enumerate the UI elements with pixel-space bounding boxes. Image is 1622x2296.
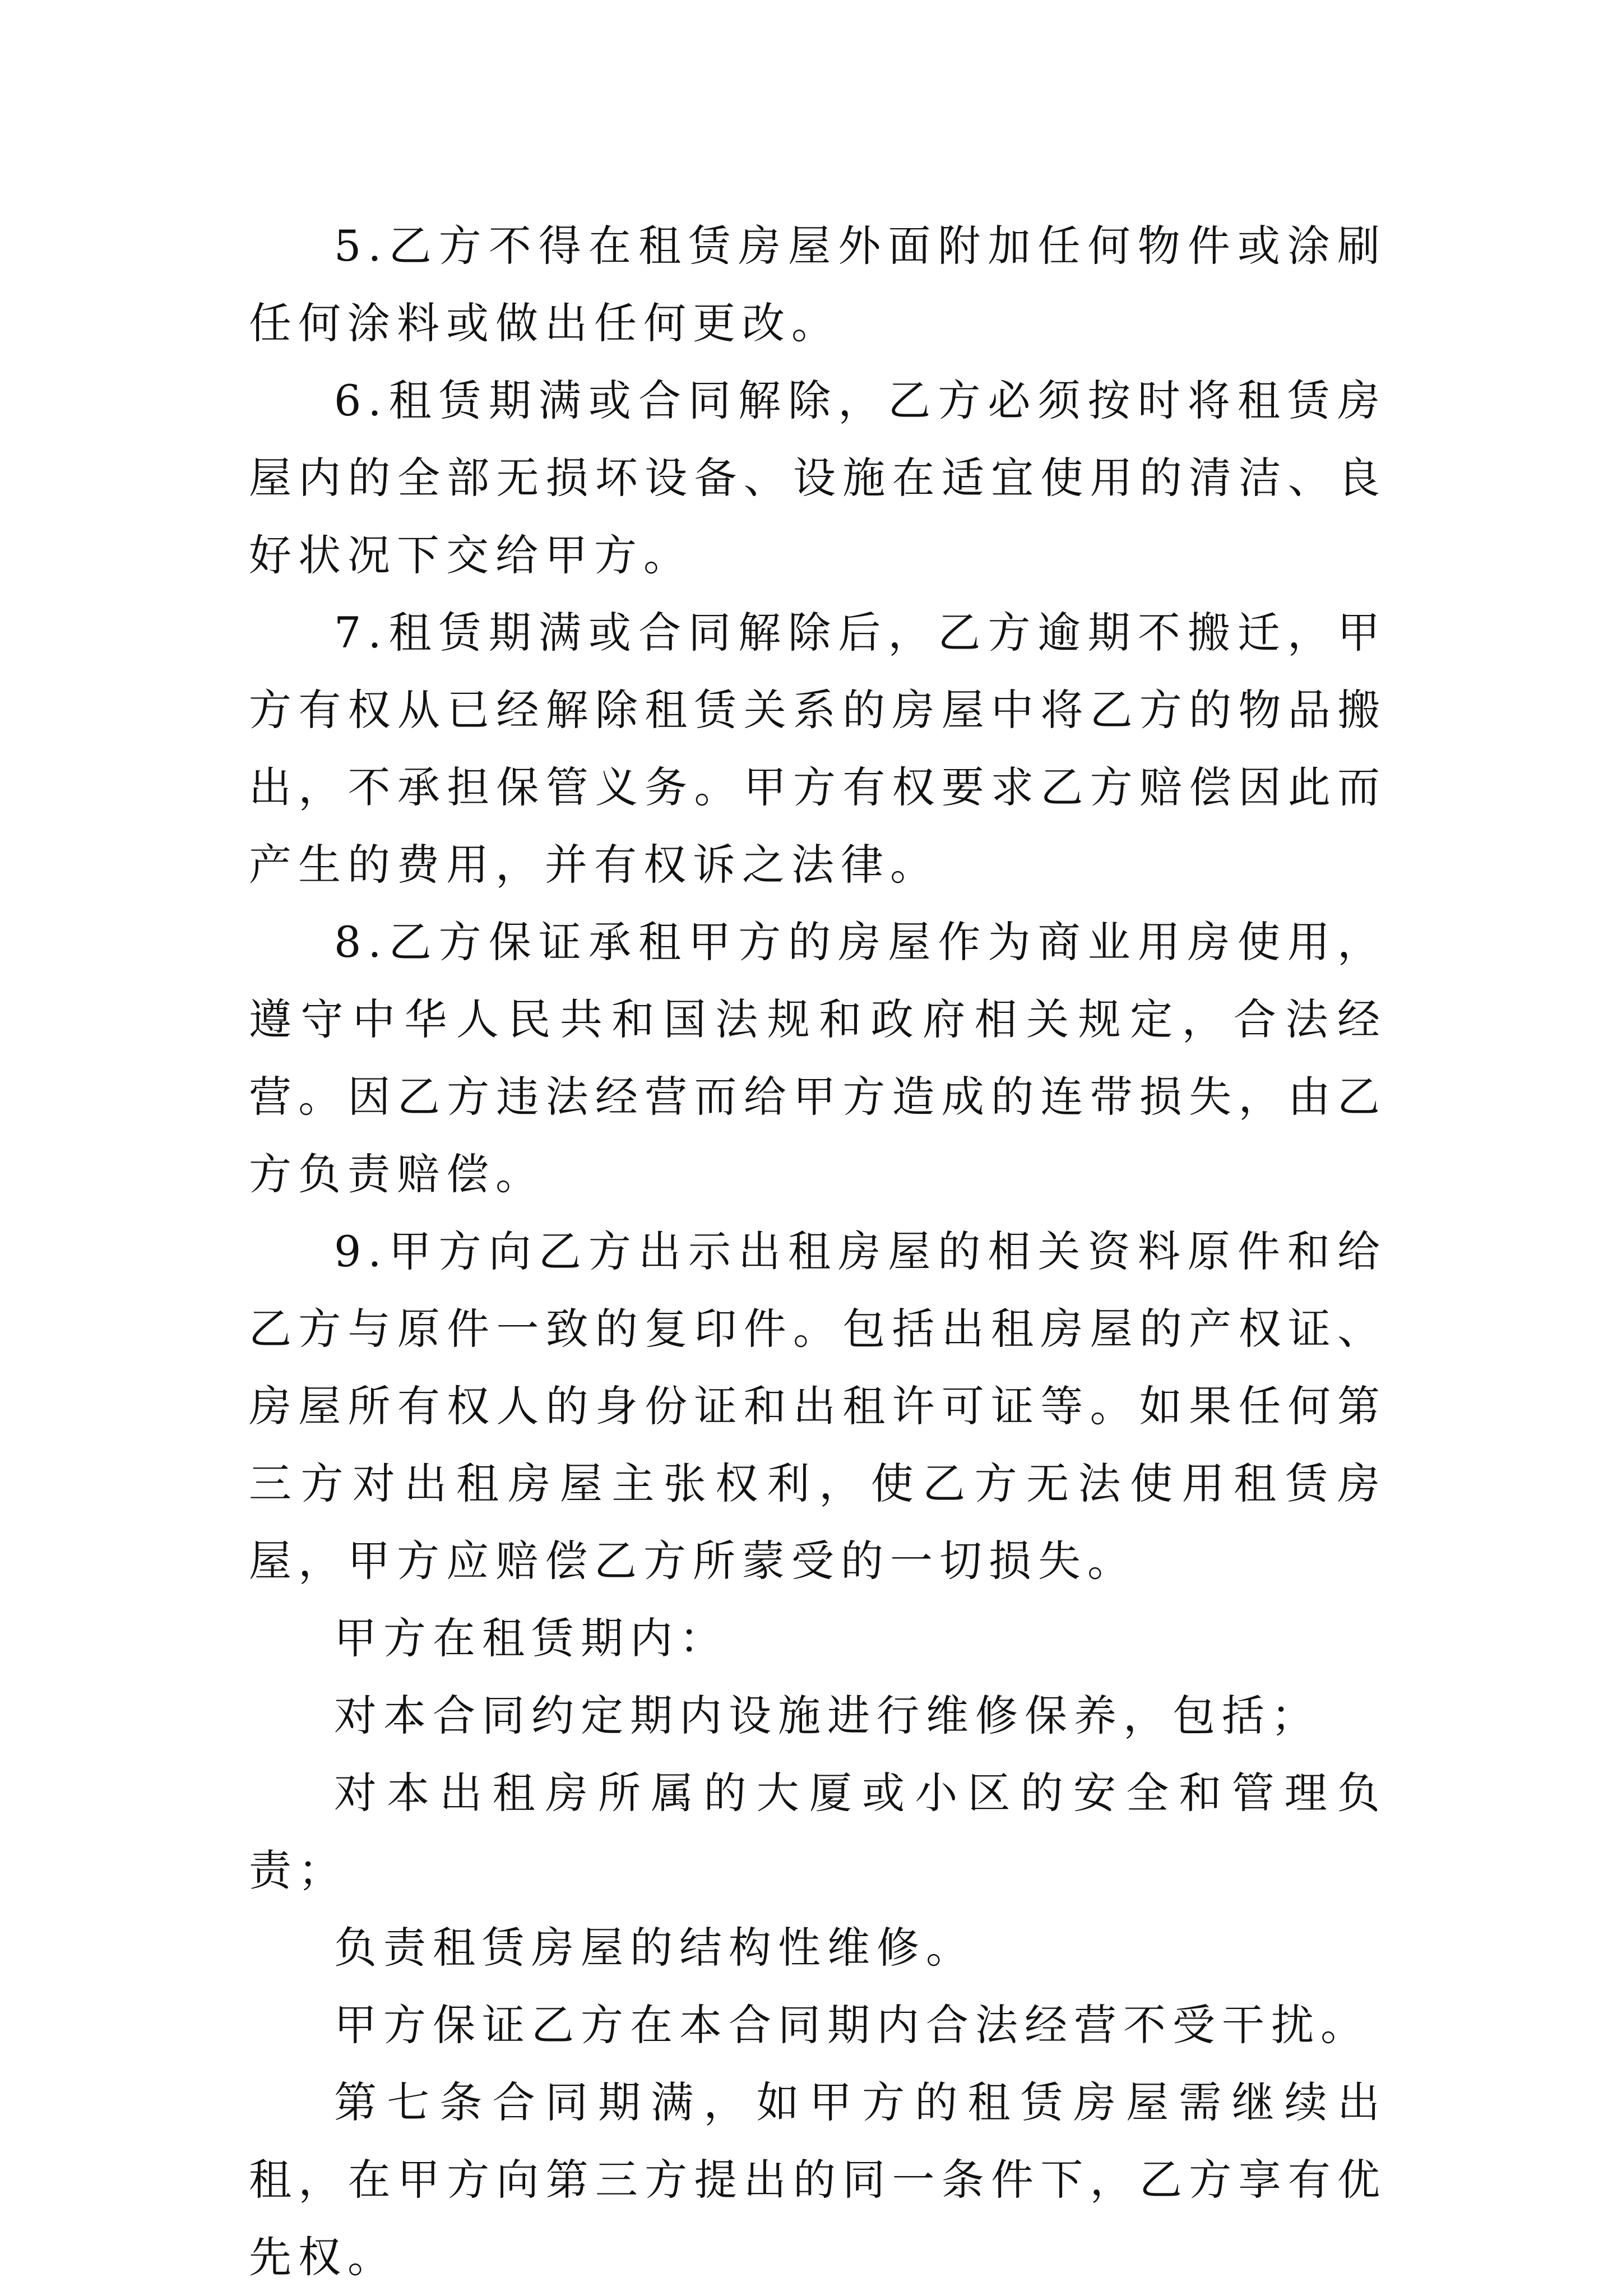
paragraph-safety-management: 对本出租房所属的大厦或小区的安全和管理负责； [249,1768,1387,1895]
paragraph-item-7: 7.租赁期满或合同解除后，乙方逾期不搬迁，甲方有权从已经解除租赁关系的房屋中将乙方的物品搬出，不承担保管义务。甲方有权要求乙方赔偿因此而产生的费用，并有权诉之法律。 [249,608,1387,890]
paragraph-article-7: 第七条合同期满，如甲方的租赁房屋需继续出租，在甲方向第三方提出的同一条件下，乙方享有优先权。 [249,2077,1387,2282]
paragraph-item-8: 8.乙方保证承租甲方的房屋作为商业用房使用，遵守中华人民共和国法规和政府相关规定，合法经营。因乙方违法经营而给甲方造成的连带损失，由乙方负责赔偿。 [249,917,1387,1199]
document-body [249,207,1387,2296]
paragraph-item-6: 6.租赁期满或合同解除，乙方必须按时将租赁房屋内的全部无损坏设备、设施在适宜使用的清洁、良好状况下交给甲方。 [249,376,1387,580]
paragraph-maintenance: 对本合同约定期内设施进行维修保养，包括； [334,1691,1320,1740]
paragraph-item-9: 9.甲方向乙方出示出租房屋的相关资料原件和给乙方与原件一致的复印件。包括出租房屋的产权证、房屋所有权人的身份证和出租许可证等。如果任何第三方对出租房屋主张权利，使乙方无法使用租赁房屋，甲方应赔偿乙方所蒙受的一切损失。 [249,1226,1387,1586]
paragraph-structural-repair: 负责租赁房屋的结构性维修。 [334,1923,975,1973]
paragraph-party-a-duties-heading: 甲方在租赁期内： [334,1613,729,1663]
paragraph-no-interference: 甲方保证乙方在本合同期内合法经营不受干扰。 [334,2000,1370,2050]
paragraph-item-5: 5.乙方不得在租赁房屋外面附加任何物件或涂刷任何涂料或做出任何更改。 [249,221,1387,348]
